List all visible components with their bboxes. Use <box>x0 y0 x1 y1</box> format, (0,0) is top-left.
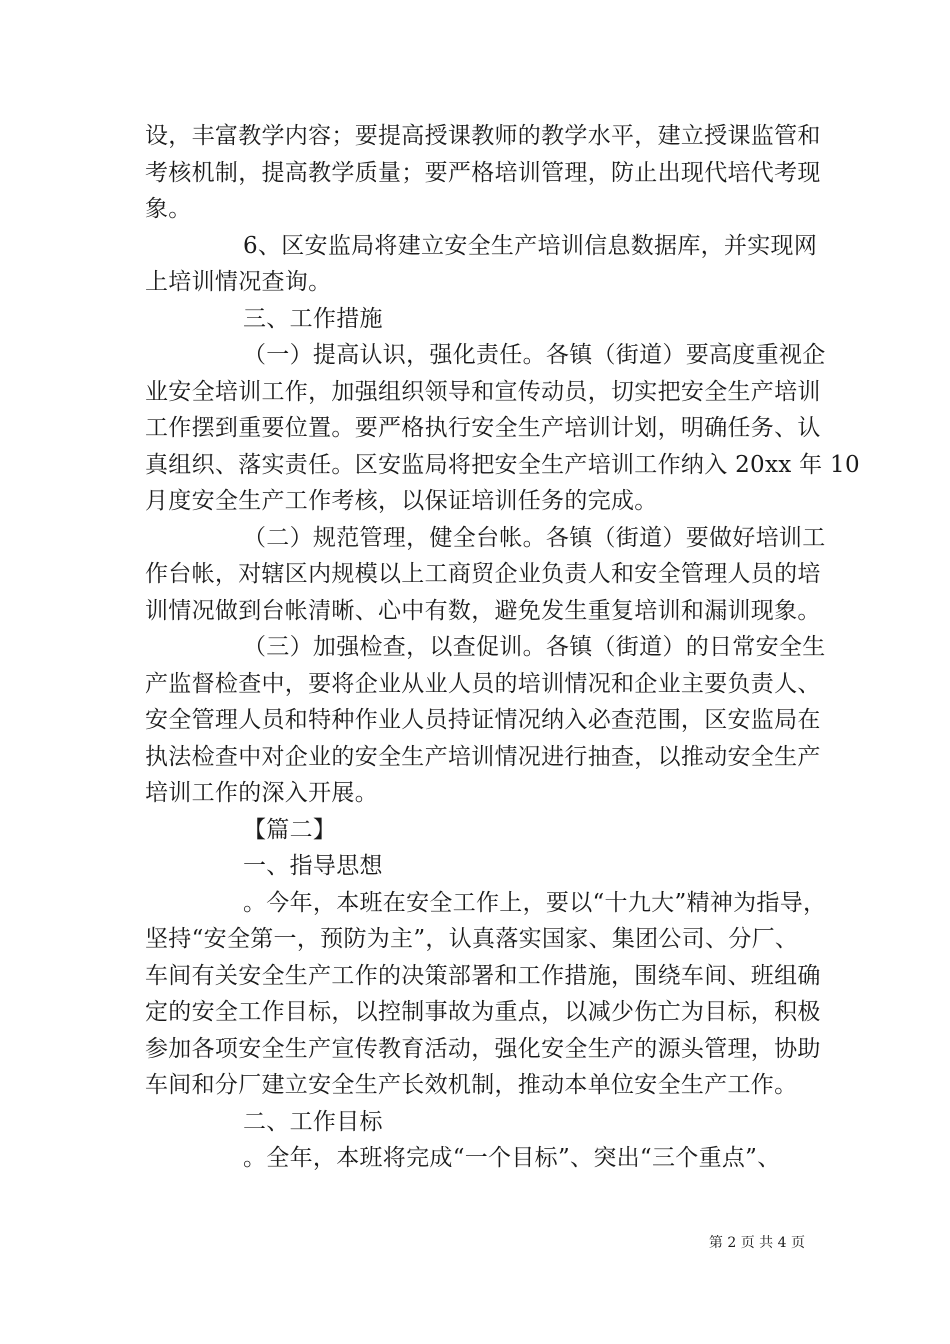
text-line: 。全年，本班将完成“一个目标”、突出“三个重点”、 <box>243 1145 781 1171</box>
document-body <box>145 118 860 1177</box>
text-line: （三）加强检查，以查促训。各镇（街道）的日常安全生 <box>243 634 826 660</box>
text-line: 培训工作的深入开展。 <box>145 780 378 806</box>
text-line: 象。 <box>145 196 192 222</box>
page-number: 第 2 页 共 4 页 <box>708 1235 805 1251</box>
text-line: 产监督检查中，要将企业从业人员的培训情况和企业主要负责人、 <box>145 670 821 697</box>
text-line: 设，丰富教学内容；要提高授课教师的教学水平，建立授课监管和 <box>145 123 821 149</box>
text-line: 业安全培训工作，加强组织领导和宣传动员，切实把安全生产培训 <box>145 378 821 405</box>
text-line: 6、区安监局将建立安全生产培训信息数据库，并实现网 <box>243 232 818 259</box>
text-line: 考核机制，提高教学质量；要严格培训管理，防止出现代培代考现 <box>145 159 821 186</box>
text-line: （一）提高认识，强化责任。各镇（街道）要高度重视企 <box>243 342 826 368</box>
text-line: 作台帐，对辖区内规模以上工商贸企业负责人和安全管理人员的培 <box>145 561 821 587</box>
text-line: 真组织、落实责任。区安监局将把安全生产培训工作纳入 20xx 年 10 <box>145 451 860 478</box>
text-line: 定的安全工作目标，以控制事故为重点，以减少伤亡为目标，积极 <box>145 999 821 1025</box>
text-line: 工作摆到重要位置。要严格执行安全生产培训计划，明确任务、认 <box>145 415 821 441</box>
text-line: 二、工作目标 <box>243 1108 383 1135</box>
text-line: 月度安全生产工作考核，以保证培训任务的完成。 <box>145 488 658 514</box>
text-line: 三、工作措施 <box>243 305 383 332</box>
text-line: 坚持“安全第一，预防为主”，认真落实国家、集团公司、分厂、 <box>145 926 799 952</box>
text-line: 一、指导思想 <box>243 853 383 879</box>
text-line: 车间和分厂建立安全生产长效机制，推动本单位安全生产工作。 <box>145 1072 798 1098</box>
text-line: （二）规范管理，健全台帐。各镇（街道）要做好培训工 <box>243 524 826 551</box>
text-line: 执法检查中对企业的安全生产培训情况进行抽查，以推动安全生产 <box>145 743 821 770</box>
text-line: 上培训情况查询。 <box>145 269 332 295</box>
text-line: 安全管理人员和特种作业人员持证情况纳入必查范围，区安监局在 <box>145 707 821 733</box>
text-line: 。今年，本班在安全工作上，要以“十九大”精神为指导， <box>243 889 827 916</box>
text-line: 参加各项安全生产宣传教育活动，强化安全生产的源头管理，协助 <box>145 1035 821 1062</box>
text-line: 车间有关安全生产工作的决策部署和工作措施，围绕车间、班组确 <box>145 962 821 989</box>
text-line: 【篇二】 <box>243 816 337 843</box>
text-line: 训情况做到台帐清晰、心中有数，避免发生重复培训和漏训现象。 <box>145 597 821 624</box>
